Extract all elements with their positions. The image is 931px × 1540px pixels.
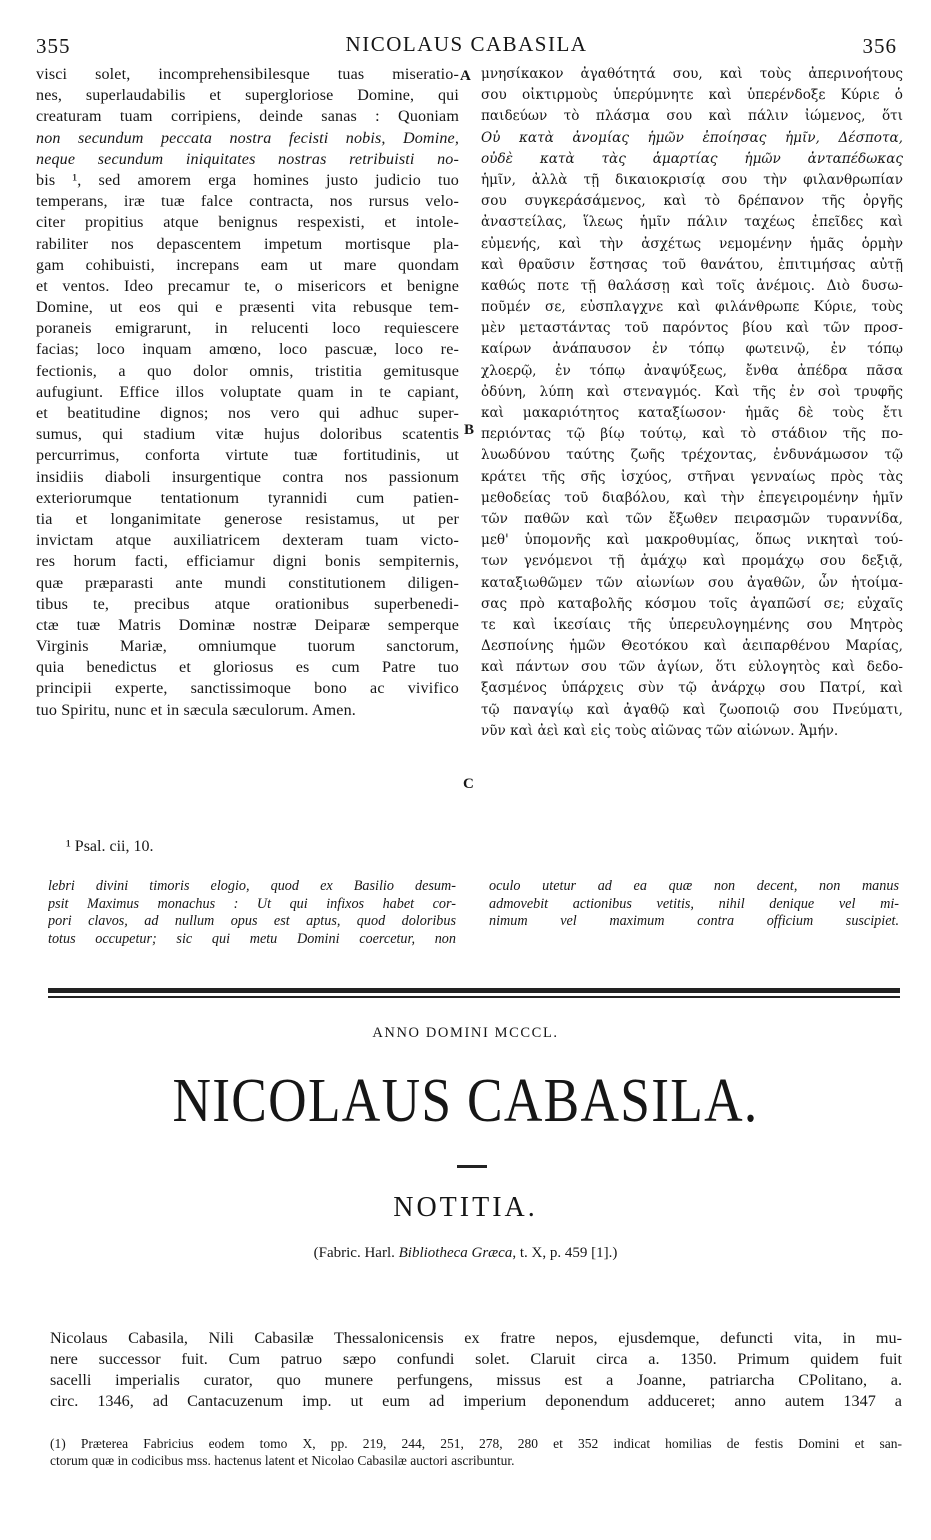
note-line: totus occupetur; sic qui metu Domini coercetur, non bbox=[48, 930, 456, 947]
latin-line: fectionis, a quo dolor omnis, tristitia gemitusque bbox=[36, 362, 459, 380]
latin-line: tibus te, precibus atque orationibus superbenedi- bbox=[36, 595, 459, 613]
latin-line: rabiliter nos depascentem impetum mortisque pla- bbox=[36, 235, 459, 253]
source-work: Bibliotheca Græca bbox=[398, 1245, 513, 1261]
greek-line: καὶ πάντων σου τῶν ἁγίων, ὅτι εὐλογητὸς καὶ δεδο- bbox=[481, 659, 903, 676]
greek-line: μεθ' ὑπομονῆς καὶ μακροθυμίας, ὅπως νικηταὶ τού- bbox=[481, 532, 903, 549]
greek-line: μὲν μεταστάντας τοῦ παρόντος βίου καὶ τῶν προσ- bbox=[481, 320, 903, 337]
latin-column bbox=[36, 64, 459, 721]
greek-line: μεθοδείας τοῦ διαβόλου, καὶ τὴν ἐπεγειρομένην ἡμῖν bbox=[481, 489, 903, 506]
latin-line: temperans, iræ tuæ falce contracta, nos rursus velo- bbox=[36, 193, 459, 211]
latin-line: sumus, qui stadium vitæ hujus doloribus scatentis bbox=[36, 426, 459, 444]
latin-line: Virginis Mariæ, omniumque tuorum sanctorum, bbox=[36, 638, 459, 656]
greek-line: κράτει τῆς σῆς ἰσχύος, στῆναι γενναίως πρὸς τὰς bbox=[481, 468, 903, 485]
body-line: circ. 1346, ad Cantacuzenum imp. ut eum ad imperium deponendum adduceret; anno autem 1347 a bbox=[50, 1392, 902, 1410]
greek-line: παιδεύων τὸ πλάσμα σου καὶ πάλιν ἰώμενος, ὅτι bbox=[481, 108, 903, 125]
greek-line: σου οἰκτιρμοὺς ὑπερύμνητε καὶ ὑπερένδοξε Κύριε ὁ bbox=[481, 87, 903, 104]
latin-line: insidiis diaboli insurgentique contra nos passionum bbox=[36, 468, 459, 486]
greek-line: καθώς ποτε τῇ θαλάσσῃ καὶ τοῖς ἀνέμοις. Διὸ δυσω- bbox=[481, 277, 903, 294]
latin-line: et ventos. Ideo precamur te, o misericors et benigne bbox=[36, 277, 459, 295]
greek-line: νῦν καὶ ἀεὶ καὶ εἰς τοὺς αἰῶνας τῶν αἰώνων. Ἀμήν. bbox=[481, 722, 839, 739]
latin-line: nes, superlaudabilis et supergloriose Domine, qui bbox=[36, 87, 459, 105]
latin-line: ctæ tuæ Matris Dominæ nostræ Deiparæ semperque bbox=[36, 616, 459, 634]
latin-line: gam cohibuisti, increpans eam ut mare quondam bbox=[36, 256, 459, 274]
greek-line: τῶν παθῶν καὶ τῶν ἔξωθεν πειρασμῶν τυραννίδα, bbox=[481, 510, 903, 527]
notes-left bbox=[48, 878, 456, 948]
latin-line: poraneis emigrarunt, in relucenti loco requiescere bbox=[36, 320, 459, 338]
greek-line: ἡμῖν, ἀλλὰ τῇ δικαιοκρισίᾳ σου τὴν φιλανθρωπίαν bbox=[481, 171, 903, 188]
body-line: Nicolaus Cabasila, Nili Cabasilæ Thessalonicensis ex fratre nepos, ejusdemque, defuncti vita, in mu- bbox=[50, 1329, 902, 1347]
note-line: psit Maximus monachus : Ut qui infixos habet cor- bbox=[48, 895, 456, 912]
greek-line: καὶ θραῦσιν ἔστησας τοῦ θανάτου, ἐπιτιμήσας αὐτῇ bbox=[481, 256, 903, 273]
page-number-left: 355 bbox=[36, 34, 71, 58]
greek-line: μνησίκακον ἀγαθότητά σου, καὶ τοὺς ἀπερινοήτους bbox=[481, 66, 903, 82]
latin-line: bis ¹, sed amorem erga homines justo judicio tuo bbox=[36, 171, 459, 189]
running-title: NICOLAUS CABASILA bbox=[345, 32, 588, 56]
greek-line: Οὐ κατὰ ἀνομίας ἡμῶν ἐποίησας ἡμῖν, Δέσποτα, bbox=[481, 129, 903, 146]
greek-line: λυωδύνου ταύτης ζωῆς τρέχοντας, ἐνδυνάμωσον τῷ bbox=[481, 447, 903, 464]
greek-line: καταξιωθῶμεν τῶν αἰωνίων σου ἀγαθῶν, ὧν ἡτοίμα- bbox=[481, 574, 903, 591]
latin-line: tia et longanimitate generose resistamus, ut per bbox=[36, 510, 459, 528]
greek-line: σου συγκεράσάμενος, καὶ τὸ δρέπανον τῆς ὀργῆς bbox=[481, 193, 903, 210]
greek-line: Δεσποίνης ἡμῶν Θεοτόκου καὶ ἀειπαρθένου Μαρίας, bbox=[481, 638, 903, 655]
latin-line: non secundum peccata nostra fecisti nobis, Domine, bbox=[36, 129, 459, 147]
latin-line: res horum facti, efficiamur digni bonis sempiternis, bbox=[36, 553, 459, 571]
greek-line: καίρων ἀνάπαυσον ἐν τόπῳ φωτεινῷ, ἐν τόπῳ bbox=[481, 341, 903, 358]
note-line: pori clavos, ad nullum opus est aptus, quod doloribus bbox=[48, 913, 456, 929]
source-reference bbox=[0, 1245, 931, 1262]
greek-line: ἀναστείλας, ἵλεως ἡμῖν πάλιν ταχέως ἐπεῖδες καὶ bbox=[481, 214, 903, 231]
latin-line: creaturam tuam corripiens, deinde sanas : Quoniam bbox=[36, 108, 459, 126]
latin-line: neque secundum iniquitates nostras retribuisti no- bbox=[36, 150, 459, 168]
latin-line: invictam atque auxiliatricem dexteram tuam victo- bbox=[36, 532, 459, 550]
margin-marker-c: C bbox=[463, 776, 474, 792]
section-rule-thin bbox=[48, 996, 900, 998]
greek-line: οὐδὲ κατὰ τὰς ἁμαρτίας ἡμῶν ἀνταπέδωκας bbox=[481, 150, 903, 167]
section-rule-thick bbox=[48, 988, 900, 993]
notes-right bbox=[489, 878, 899, 931]
greek-line: περιόντας τῷ βίῳ τούτῳ, καὶ τὸ στάδιον τῆς πο- bbox=[481, 426, 903, 443]
psalm-footnote: ¹ Psal. cii, 10. bbox=[66, 838, 154, 855]
main-title: NICOLAUS CABASILA. bbox=[172, 1067, 759, 1135]
page-number-right: 356 bbox=[862, 34, 897, 58]
note-line: nimum vel maximum contra officium suscipiet. bbox=[489, 913, 899, 929]
latin-line: principii experte, sanctissimoque bono ac vivifico bbox=[36, 680, 459, 698]
notitia-heading: NOTITIA. bbox=[393, 1192, 538, 1223]
latin-line: facias; loco inquam amœno, loco pascuæ, loco re- bbox=[36, 341, 459, 359]
source-open: (Fabric. Harl. bbox=[313, 1245, 399, 1261]
greek-line: τῷ παναγίῳ καὶ ἀγαθῷ καὶ ζωοποιῷ σου Πνεύματι, bbox=[481, 701, 903, 718]
source-rest: , t. X, p. 459 [1].) bbox=[512, 1245, 618, 1261]
running-head bbox=[36, 26, 897, 56]
footnote-line: ctorum quæ in codicibus mss. hactenus latent et Nicolao Cabasilæ auctori ascribuntur. bbox=[50, 1452, 515, 1468]
body-line: sacelli imperialis curator, quo munere perfungens, missus est a Joanne, patriarcha CPolitano, a. bbox=[50, 1371, 902, 1389]
greek-line: ποῦμέν σε, εὐσπλαγχνε καὶ φιλάνθρωπε Κύριε, τοὺς bbox=[481, 299, 903, 316]
greek-line: εὐμενής, καὶ τὴν ἀσχέτως νεμομένην ἡμᾶς ὁρμὴν bbox=[481, 235, 903, 252]
latin-line: et beatitudine dignos; nos vero qui adhuc super- bbox=[36, 405, 459, 422]
latin-line: tuo Spiritu, nunc et in sæcula sæculorum. Amen. bbox=[36, 701, 356, 719]
greek-line: ὀδύνη, λύπη καὶ στεναγμός. Καὶ τῆς ἐν σοὶ τρυφῆς bbox=[481, 383, 903, 400]
latin-line: visci solet, incomprehensibilesque tuas miseratio- bbox=[36, 66, 459, 83]
greek-line: σας πρὸ καταβολῆς κόσμου τοῖς ἀγαπῶσί σε; εὐχαῖς bbox=[481, 595, 903, 612]
margin-marker-a: A bbox=[460, 68, 471, 84]
margin-marker-b: B bbox=[464, 422, 475, 438]
footnote-line: (1) Præterea Fabricius eodem tomo X, pp. 219, 244, 251, 278, 280 et 352 indicat homilias de festis Domini et san- bbox=[50, 1436, 902, 1451]
greek-line: καὶ μακαριότητος καταξίωσον· ἡμᾶς δὲ τοὺς ἔτι bbox=[481, 405, 903, 421]
greek-line: των γενόμενοι τῇ ἀμάχῳ καὶ προμάχῳ σου δεξιᾷ, bbox=[481, 553, 903, 570]
note-line: admovebit actionibus vetitis, nihil denique vel mi- bbox=[489, 895, 899, 912]
note-line: lebri divini timoris elogio, quod ex Basilio desum- bbox=[48, 878, 456, 894]
latin-line: exteriorumque tentationum tyrannidi cum patien- bbox=[36, 489, 459, 507]
page-footnote bbox=[50, 1436, 902, 1469]
greek-column bbox=[481, 64, 903, 742]
greek-line: τε καὶ ἱκεσίαις τῆς ὑπερευλογημένης σου Μητρὸς bbox=[481, 616, 903, 633]
title-dash bbox=[457, 1165, 487, 1168]
body-line: nere successor fuit. Cum patruo sæpo confundi solet. Claruit circa a. 1350. Primum quidem fuit bbox=[50, 1350, 902, 1368]
latin-line: quia benedictus et gloriosus es cum Patre tuo bbox=[36, 659, 459, 677]
greek-line: ξασμένος ὑπάρχεις σὺν τῷ ἀνάρχῳ σου Πατρί, καὶ bbox=[481, 680, 903, 697]
notitia-body bbox=[50, 1328, 902, 1412]
anno-heading: ANNO DOMINI MCCCL. bbox=[372, 1025, 559, 1041]
note-line: oculo utetur ad ea quæ non decent, non manus bbox=[489, 878, 899, 894]
latin-line: citer propitius atque benignus respexisti, et intole- bbox=[36, 214, 459, 232]
latin-line: quæ præparasti ante mundi constitutionem diligen- bbox=[36, 574, 459, 592]
latin-line: percurrimus, conforta virtute tuæ fortitudinis, ut bbox=[36, 447, 459, 465]
latin-line: aufugiunt. Effice illos voluptate quam in te capiant, bbox=[36, 383, 459, 401]
latin-line: Domine, ut eos qui e præsenti vita rebusque tem- bbox=[36, 299, 459, 317]
greek-line: χλοερῷ, ἐν τόπῳ ἀναψύξεως, ἔνθα ἀπέδρα πᾶσα bbox=[481, 362, 903, 379]
